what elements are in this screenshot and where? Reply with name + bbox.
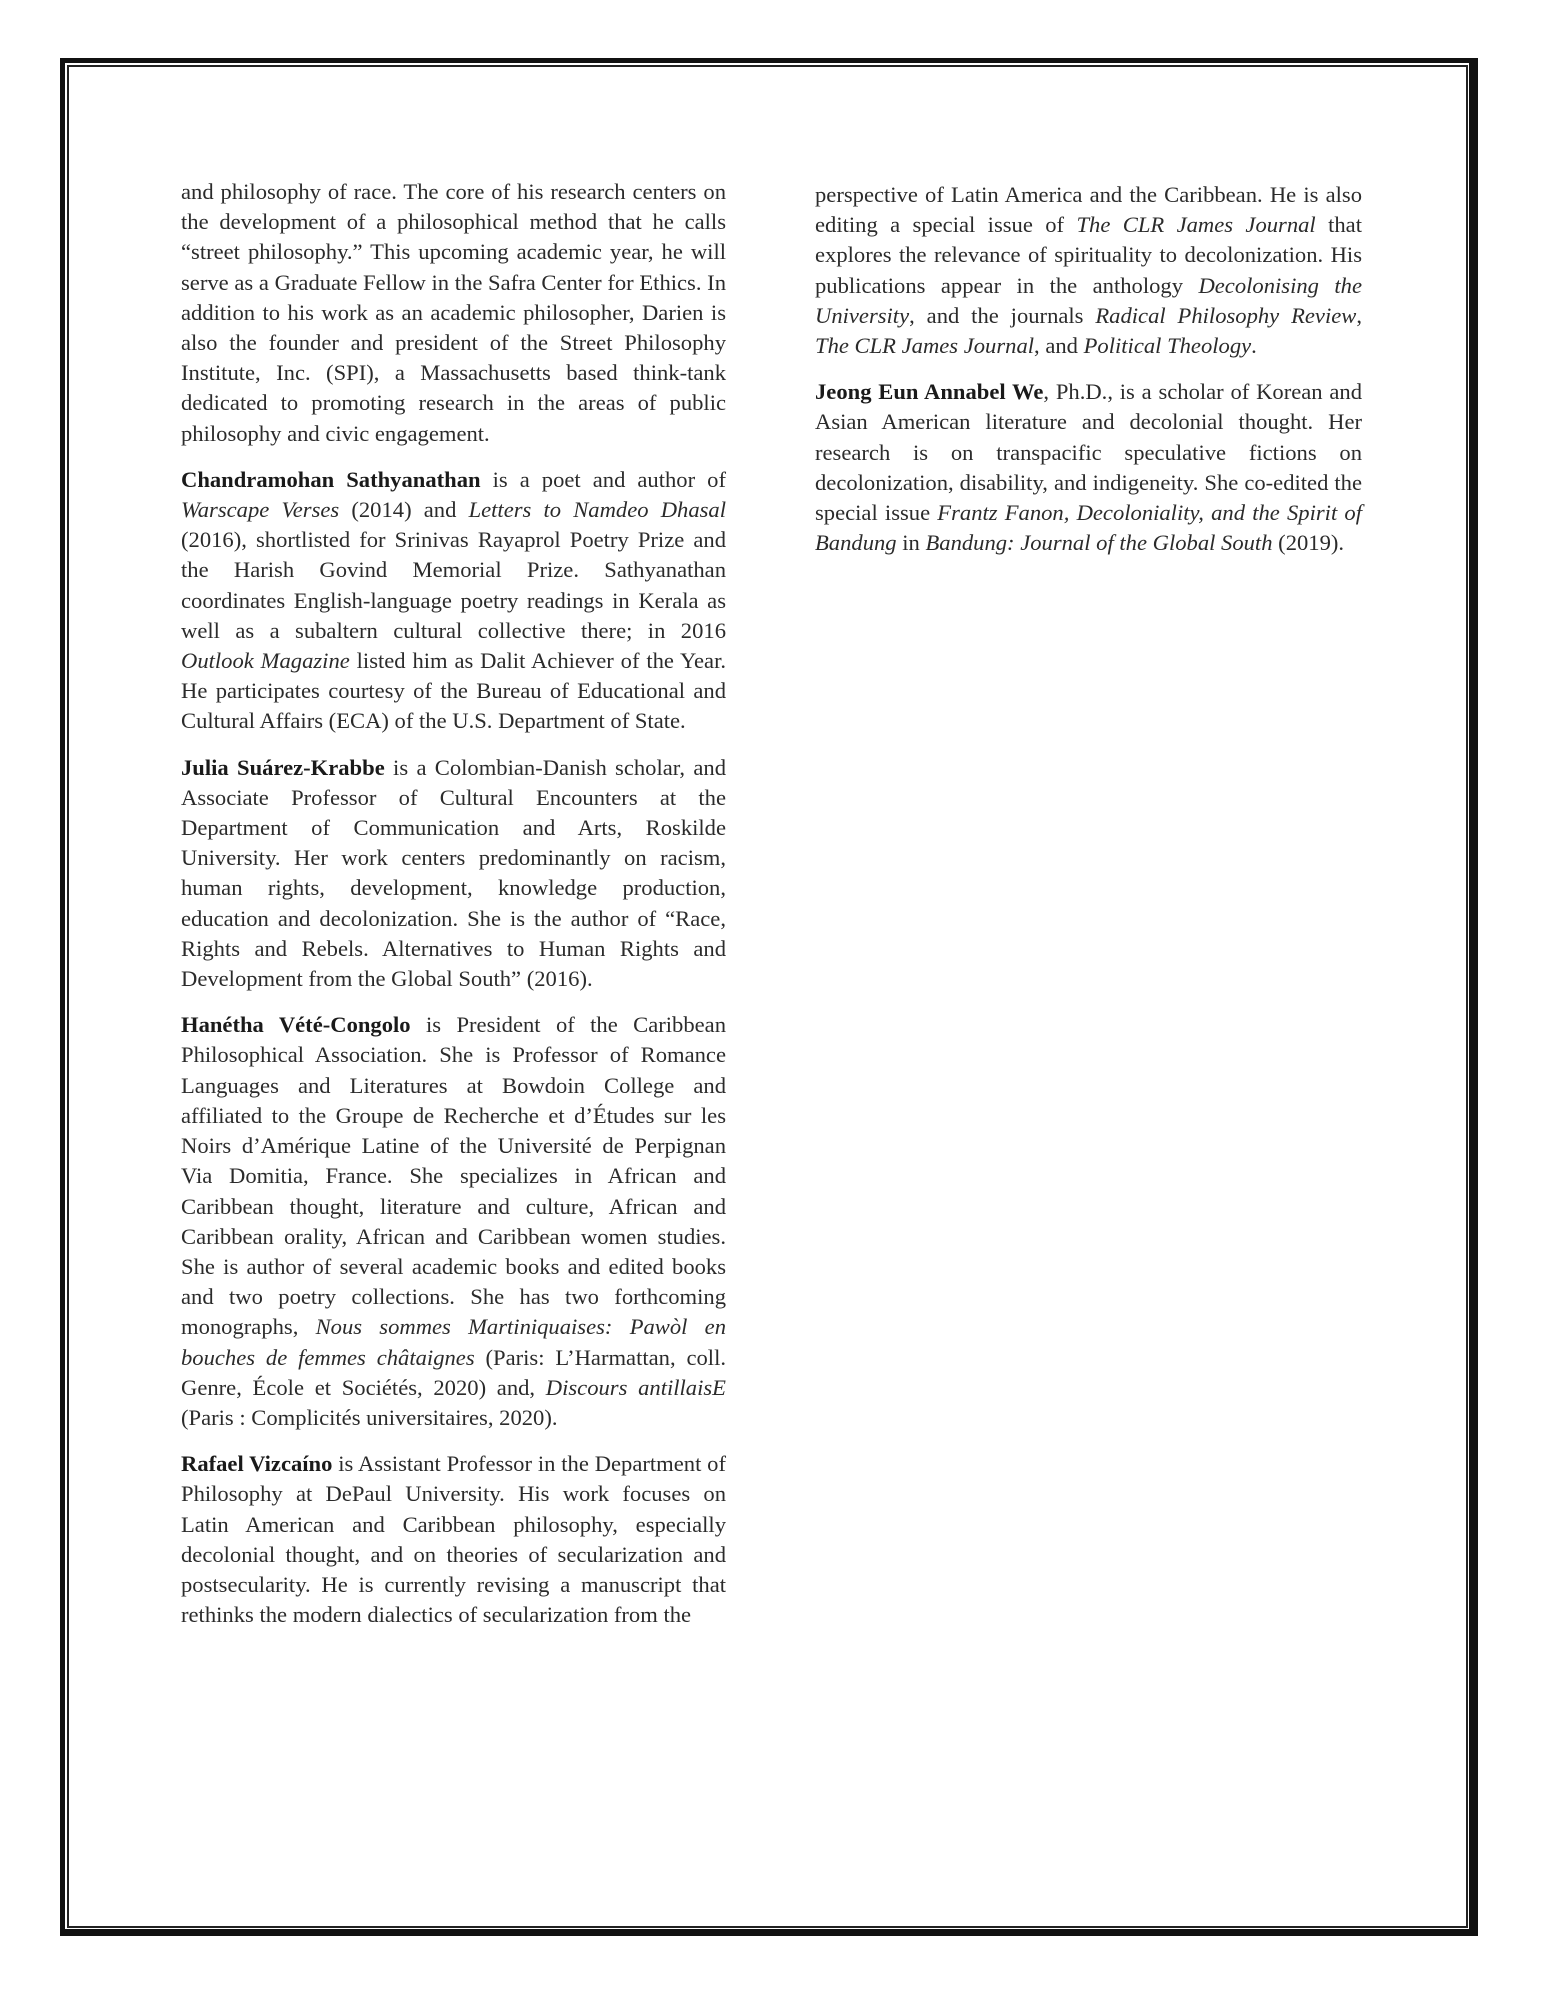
bio-text: and philosophy of race. The core of his research centers on the development of a philosophical method that he calls “street philosophy.” This upcoming academic year, he will serve as a Graduate Fellow in the Safra Center for Ethics. In addition to his work as an academic philosopher, Darien is also the founder and president of the Street Philosophy Institute, Inc. (SPI), a Massachusetts based think-tank dedicated to promoting research in the areas of public philosophy and civic engagement. [181,179,726,446]
bio-rafael-vizcaino [181,1449,726,1630]
bio-julia-suarez-krabbe [181,753,726,995]
bio-jeong-eun-annabel-we [815,377,1362,558]
publication-title: Outlook Magazine [181,648,350,674]
bio-text: (2014) and [339,497,469,523]
bio-name: Chandramohan Sathyanathan [181,466,481,492]
bio-text: (Paris : Complicités universitaires, 2020). [181,1404,558,1430]
bio-text: . [1251,333,1257,359]
book-title: Decolonising the University [815,272,1362,328]
bio-text: (Paris: L’Harmattan, coll. Genre, École et Sociétés, 2020) and, [181,1344,726,1400]
bio-text: in [896,530,926,556]
bio-text: , [1356,302,1362,328]
bio-name: Jeong Eun Annabel We [815,379,1044,405]
left-column [181,177,726,1642]
bio-hanetha-vete-congolo [181,1010,726,1433]
right-column [815,180,1362,570]
book-title: Nous sommes Martiniquaises: Pawòl en bouches de femmes châtaignes [181,1314,727,1370]
issue-title: Frantz Fanon, Decoloniality, and the Spirit of Bandung [815,500,1362,556]
bio-text: listed him as Dalit Achiever of the Year. He participates courtesy of the Bureau of Educational and Cultural Affairs (ECA) of the U.S. Department of State. [181,648,727,734]
bio-text: is Assistant Professor in the Department of Philosophy at DePaul University. His work focuses on Latin American and Caribbean philosophy, especially decolonial thought, and on theories of secularization and postsecularity. He is currently revising a manuscript that rethinks the modern dialectics of secularization from the [181,1451,727,1628]
book-title: Letters to Namdeo Dhasal [468,497,726,523]
journal-title: The CLR James Journal [815,333,1035,359]
bio-chandramohan-sathyanathan [181,465,726,737]
bio-name: Hanétha Vété-Congolo [181,1012,411,1038]
bio-text: (2019). [1272,530,1345,556]
bio-text: , and the journals [909,302,1096,328]
bio-text: perspective of Latin America and the Caribbean. He is also editing a special issue of [815,182,1362,238]
bio-name: Julia Suárez-Krabbe [181,754,385,780]
bio-darien-continued [181,177,726,449]
bio-text: , and [1034,333,1084,359]
bio-text: (2016), shortlisted for Srinivas Rayaprol Poetry Prize and the Harish Govind Memorial Prize. Sathyanathan coordinates English-language poetry readings in Kerala as well as a subaltern cultural collective there; in 2016 [181,527,726,643]
journal-title: Political Theology [1083,333,1252,359]
bio-text: is a Colombian-Danish scholar, and Associate Professor of Cultural Encounters at the Department of Communication and Arts, Roskilde University. Her work centers predominantly on racism, human rights, development, knowledge production, education and decolonization. She is the author of “Race, Rights and Rebels. Alternatives to Human Rights and Development from the Global South” (2016). [181,754,726,992]
book-title: Discours antillaisE [545,1374,726,1400]
book-title: Warscape Verses [181,497,340,523]
journal-title: Radical Philosophy Review [1095,302,1357,328]
bio-text: is a poet and author of [480,466,726,492]
journal-title: The CLR James Journal [1076,212,1316,238]
bio-text: that explores the relevance of spirituality to decolonization. His publications appear in the anthology [815,212,1362,298]
journal-title: Bandung: Journal of the Global South [925,530,1273,556]
bio-name: Rafael Vizcaíno [181,1451,333,1477]
bio-text: , Ph.D., is a scholar of Korean and Asian American literature and decolonial thought. Her research is on transpacific speculative fictions on decolonization, disability, and indigeneity. She co-edited the special issue [815,379,1362,526]
bio-text: is President of the Caribbean Philosophical Association. She is Professor of Romance Languages and Literatures at Bowdoin College and affiliated to the Groupe de Recherche et d’Études sur les Noirs d’Amérique Latine of the Université de Perpignan Via Domitia, France. She specializes in African and Caribbean thought, literature and culture, African and Caribbean orality, African and Caribbean women studies. She is author of several academic books and edited books and two poetry collections. She has two forthcoming monographs, [181,1012,727,1340]
bio-rafael-vizcaino-continued [815,180,1362,361]
